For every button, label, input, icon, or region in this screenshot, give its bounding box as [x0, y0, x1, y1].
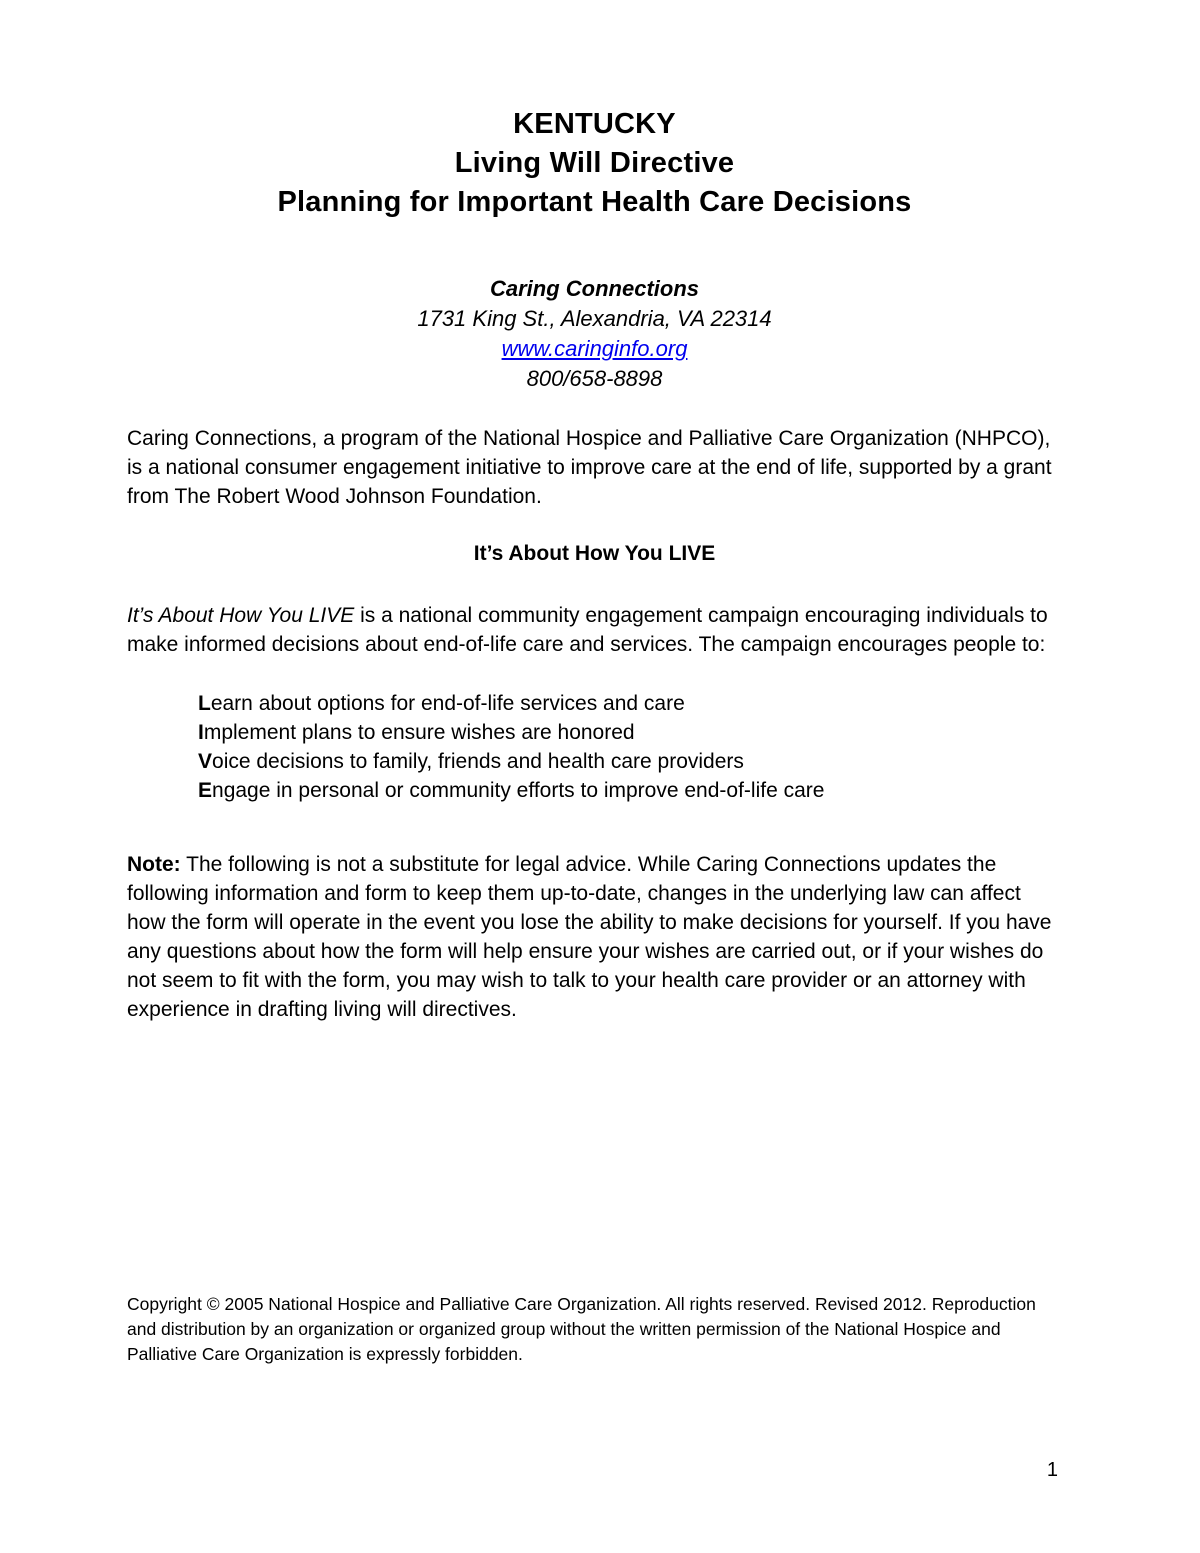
list-item — [198, 747, 1062, 776]
live-acronym-list — [198, 689, 1062, 805]
title-line-subtitle: Planning for Important Health Care Decisions — [277, 186, 912, 218]
document-title — [127, 105, 1062, 222]
list-item — [198, 718, 1062, 747]
list-item — [198, 689, 1062, 718]
list-item-text: ngage in personal or community efforts to improve end-of-life care — [212, 779, 825, 802]
note-label: Note: — [127, 853, 181, 876]
title-line-state: KENTUCKY — [513, 108, 676, 140]
list-item-text: earn about options for end-of-life services and care — [210, 692, 685, 715]
list-item-lead: I — [198, 721, 204, 744]
page-number: 1 — [1046, 1459, 1058, 1481]
organization-name: Caring Connections — [489, 276, 699, 301]
list-item-text: oice decisions to family, friends and health care providers — [212, 750, 744, 773]
organization-phone: 800/658-8898 — [526, 366, 663, 391]
list-item-lead: L — [198, 692, 211, 715]
organization-website-row — [127, 334, 1062, 364]
list-item-lead: E — [198, 779, 213, 802]
page-content — [127, 0, 1062, 1045]
title-line-directive: Living Will Directive — [454, 147, 735, 179]
note-text: The following is not a substitute for legal advice. While Caring Connections updates the following information and form to keep them up-to-date, changes in the underlying law can affect how the form will operate in the event you lose the ability to make decisions for yourself. If you have any questions about how the form will help ensure your wishes are carried out, or if your wishes do not seem to fit with the form, you may wish to talk to your health care provider or an attorney with experience in drafting living will directives. — [127, 853, 1052, 1021]
live-paragraph-rest: is a national community engagement campaign encouraging individuals to make informed decisions about end-of-life care and services. The campaign encourages people to: — [127, 604, 1048, 656]
organization-block — [127, 274, 1062, 394]
live-paragraph-lead: It’s About How You LIVE — [127, 604, 355, 627]
list-item-lead: V — [198, 750, 213, 773]
intro-paragraph: Caring Connections, a program of the National Hospice and Palliative Care Organization (NHPCO), is a national consumer engagement initiative to improve care at the end of life, supported by a grant from The Robert Wood Johnson Foundation. — [127, 427, 1052, 508]
organization-website-link[interactable]: www.caringinfo.org — [501, 336, 688, 361]
list-item-text: mplement plans to ensure wishes are honored — [203, 721, 635, 744]
organization-address: 1731 King St., Alexandria, VA 22314 — [417, 306, 772, 331]
live-paragraph — [127, 601, 1062, 659]
live-section-heading: It’s About How You LIVE — [473, 542, 716, 565]
list-item — [198, 776, 1062, 805]
copyright-text: Copyright © 2005 National Hospice and Palliative Care Organization. All rights reserved. Revised 2012. Reproduction and distribution by an organization or organized group without the written permission of the National Hospice and Palliative Care Organization is expressly forbidden. — [127, 1294, 1036, 1364]
note-paragraph — [127, 850, 1062, 1024]
